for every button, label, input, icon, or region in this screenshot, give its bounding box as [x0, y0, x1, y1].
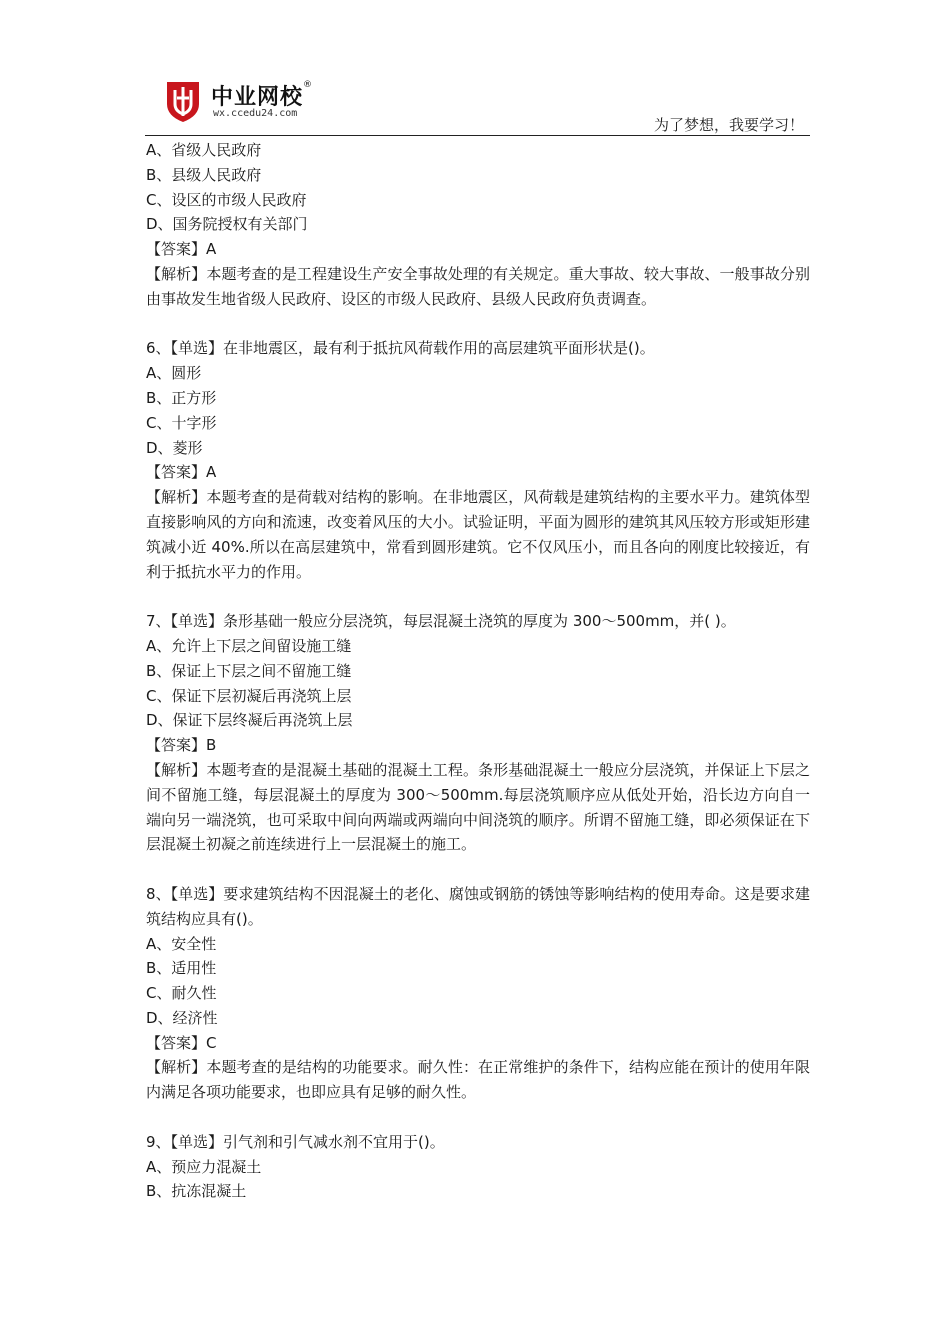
q7-option-a: A、允许上下层之间留设施工缝 [146, 636, 352, 655]
q8-option-b: B、适用性 [146, 959, 217, 978]
registered-mark: ® [303, 80, 314, 90]
q7-option-d: D、保证下层终凝后再浇筑上层 [146, 711, 353, 730]
q6-stem: 6、【单选】在非地震区，最有利于抵抗风荷载作用的高层建筑平面形状是()。 [146, 339, 655, 358]
header-slogan: 为了梦想，我要学习！ [653, 116, 804, 134]
q9-option-a: A、预应力混凝土 [146, 1157, 262, 1176]
q5-answer: 【答案】A [146, 240, 217, 259]
q5-option-d: D、国务院授权有关部门 [146, 215, 308, 234]
q7-analysis: 【解析】本题考查的是混凝土基础的混凝土工程。条形基础混凝土一般应分层浇筑，并保证上下层之间不留施工缝，每层混凝土的厚度为 300～500mm.每层浇筑顺序应从低处开始，沿长边方向自一端向另一端浇筑，也可采取中间向两端或两端向中间浇筑的顺序。所谓不留施工缝，即必须保证在下层混凝土初凝之前连续进行上一层混凝土的施工。 [146, 760, 810, 854]
q5-option-a: A、省级人民政府 [146, 141, 262, 159]
q8-analysis: 【解析】本题考查的是结构的功能要求。耐久性：在正常维护的条件下，结构应能在预计的使用年限内满足各项功能要求，也即应具有足够的耐久性。 [146, 1058, 810, 1102]
q8-answer: 【答案】C [146, 1033, 217, 1052]
q5-analysis: 【解析】本题考查的是工程建设生产安全事故处理的有关规定。重大事故、较大事故、一般事故分别由事故发生地省级人民政府、设区的市级人民政府、县级人民政府负责调查。 [146, 264, 810, 308]
q9-stem: 9、【单选】引气剂和引气减水剂不宜用于()。 [146, 1132, 445, 1151]
q6-option-a: A、圆形 [146, 364, 202, 383]
q8-option-c: C、耐久性 [146, 984, 217, 1003]
brand-url: wx.ccedu24.com [213, 108, 298, 119]
q7-option-c: C、保证下层初凝后再浇筑上层 [146, 686, 352, 705]
q5-option-b: B、县级人民政府 [146, 165, 262, 184]
q8-option-a: A、安全性 [146, 934, 217, 953]
page-header [145, 70, 810, 136]
brand-name: 中业网校® [211, 80, 314, 110]
q7-answer: 【答案】B [146, 736, 217, 755]
school-logo-icon [163, 78, 203, 124]
q9-option-b: B、抗冻混凝土 [146, 1182, 247, 1201]
q8-stem: 8、【单选】要求建筑结构不因混凝土的老化、腐蚀或钢筋的锈蚀等影响结构的使用寿命。这是要求建筑结构应具有()。 [146, 884, 810, 928]
q5-option-c: C、设区的市级人民政府 [146, 190, 307, 209]
q8-option-d: D、经济性 [146, 1008, 218, 1027]
q6-answer: 【答案】A [146, 463, 217, 482]
header-divider [145, 135, 810, 136]
q7-stem: 7、【单选】条形基础一般应分层浇筑，每层混凝土浇筑的厚度为 300～500mm，并( )。 [146, 612, 736, 631]
q6-option-d: D、菱形 [146, 438, 203, 457]
q6-analysis: 【解析】本题考查的是荷载对结构的影响。在非地震区，风荷载是建筑结构的主要水平力。建筑体型直接影响风的方向和流速，改变着风压的大小。试验证明，平面为圆形的建筑其风压较方形或矩形建筑减小近 40%.所以在高层建筑中，常看到圆形建筑。它不仅风压小，而且各向的刚度比较接近，有利于抵抗水平力的作用。 [146, 488, 810, 581]
q6-option-c: C、十字形 [146, 413, 217, 432]
q7-option-b: B、保证上下层之间不留施工缝 [146, 661, 352, 680]
q6-option-b: B、正方形 [146, 388, 217, 407]
question-content [146, 138, 810, 1204]
